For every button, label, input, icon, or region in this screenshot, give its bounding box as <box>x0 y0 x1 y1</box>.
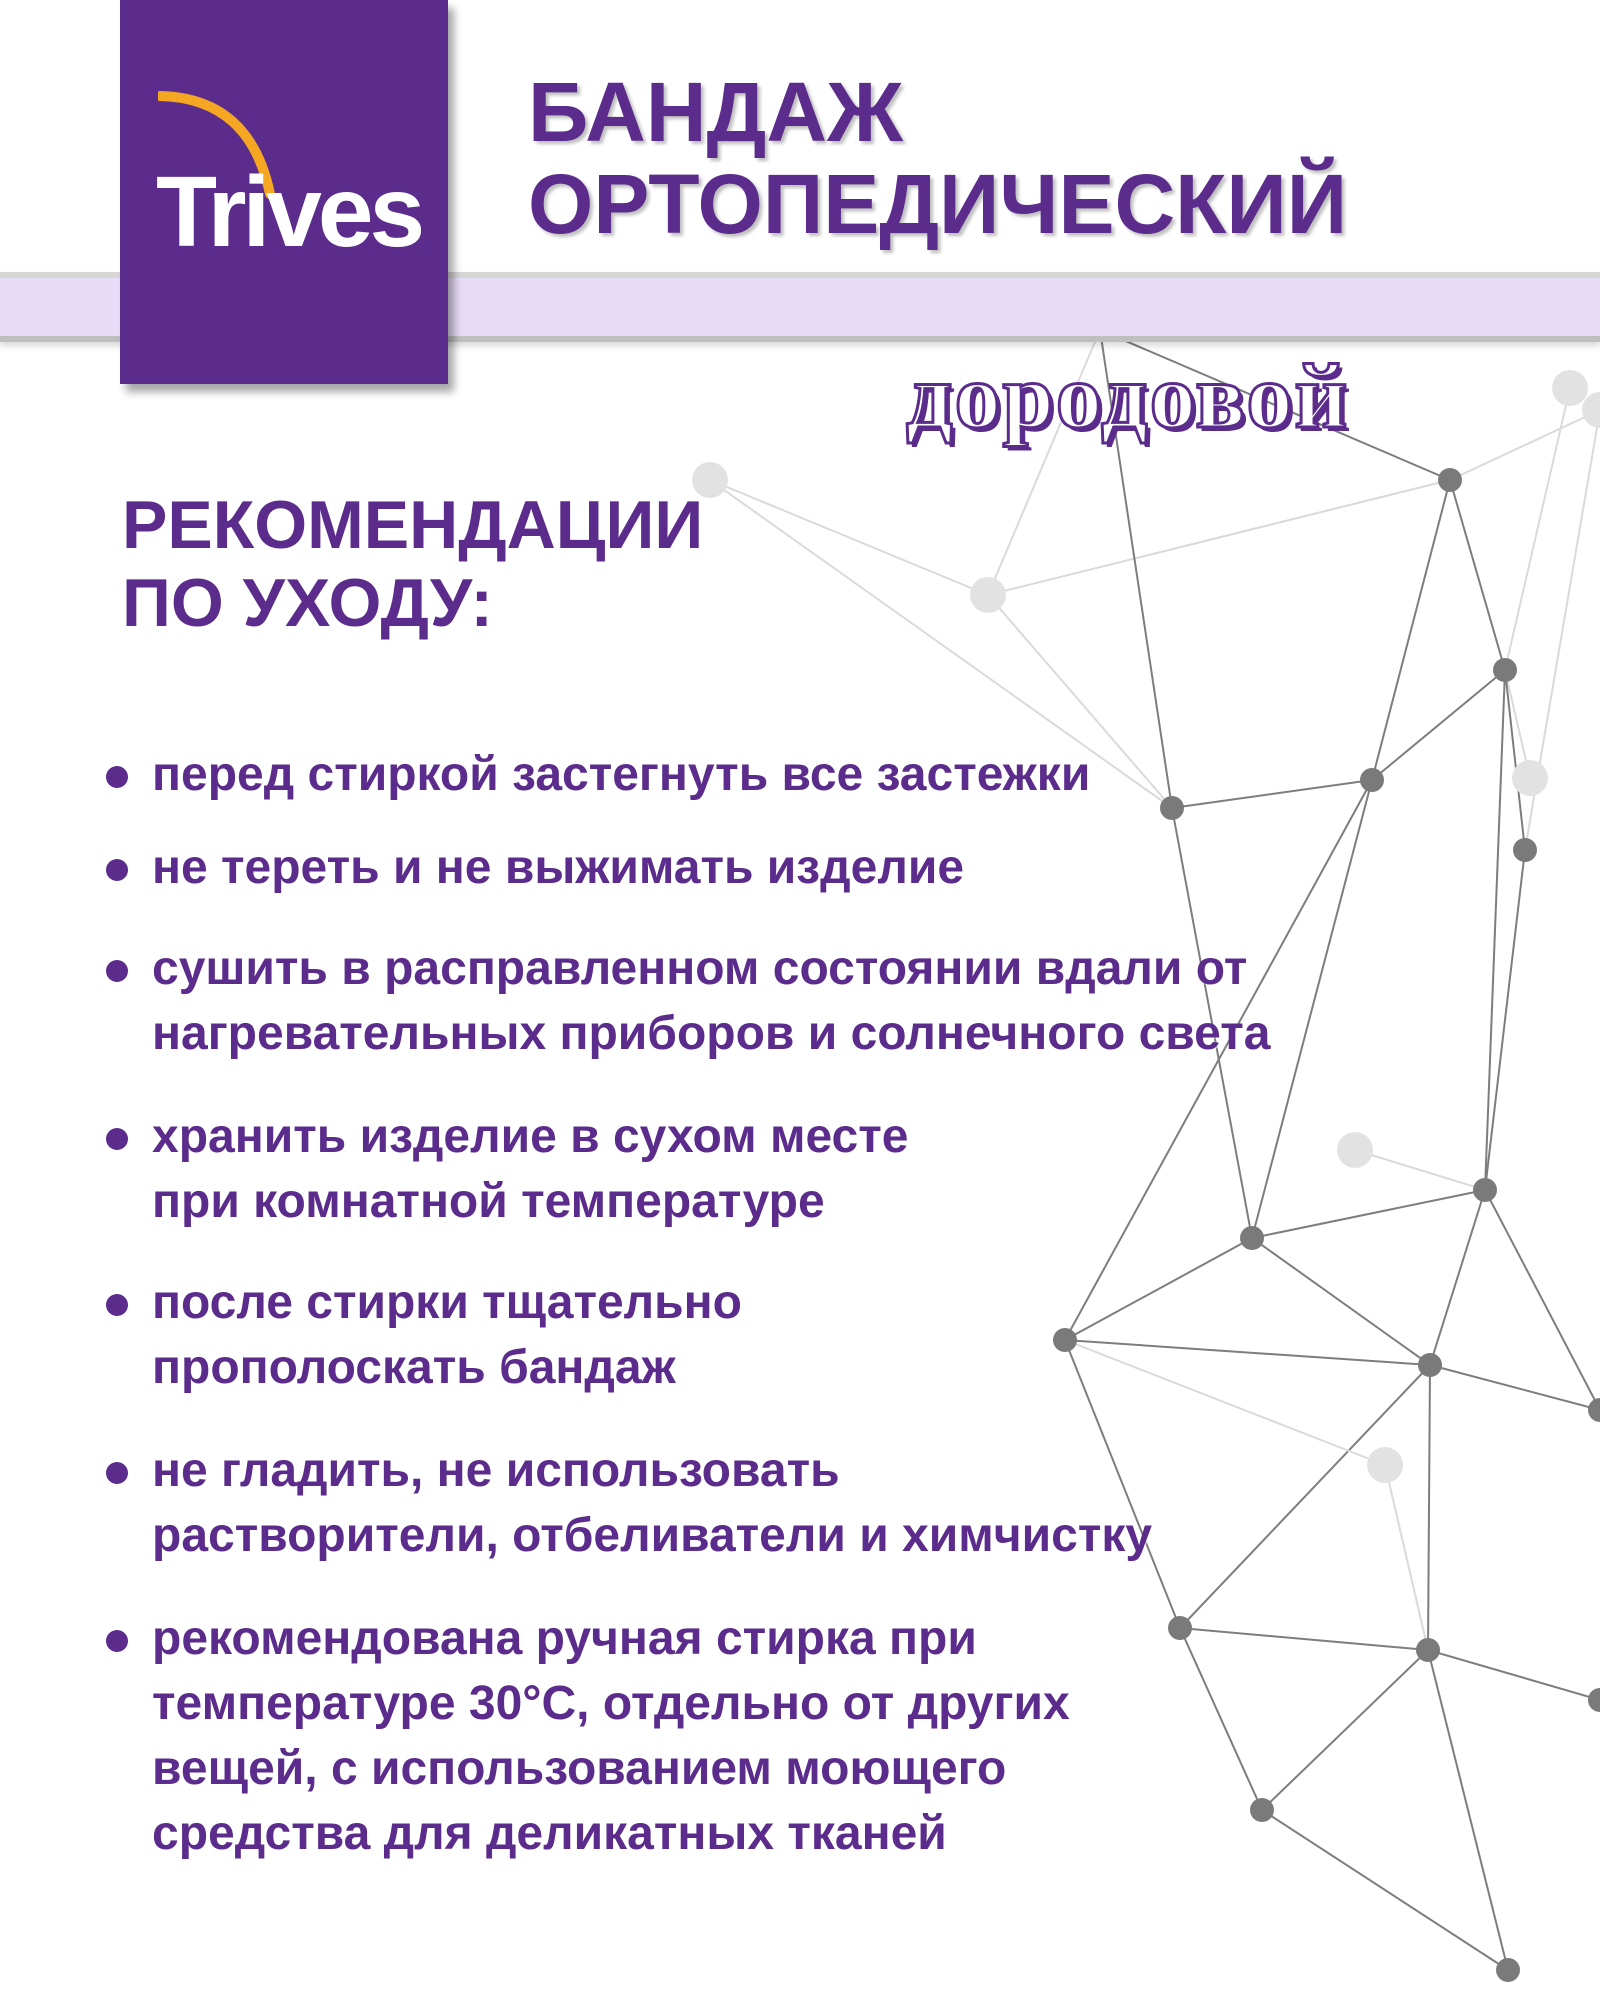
care-item <box>100 1270 1500 1400</box>
care-item-line: не гладить, не использовать <box>152 1444 840 1497</box>
care-item-line: прополоскать бандаж <box>152 1341 676 1394</box>
brand-logo <box>120 0 448 384</box>
bullet-icon <box>106 1128 128 1150</box>
network-link <box>1485 1190 1600 1410</box>
bullet-icon <box>106 766 128 788</box>
care-item <box>100 1606 1500 1866</box>
network-link <box>1450 410 1600 480</box>
care-item-line: сушить в расправленном состоянии вдали от <box>152 942 1248 995</box>
network-node <box>1493 658 1517 682</box>
care-item-line: температуре 30°C, отдельно от других <box>152 1677 1070 1730</box>
care-item <box>100 1104 1500 1234</box>
care-item <box>100 742 1500 807</box>
network-node <box>1588 1398 1600 1422</box>
bullet-icon <box>106 1294 128 1316</box>
care-item-line: нагревательных приборов и солнечного света <box>152 1007 1271 1060</box>
care-item-line: рекомендована ручная стирка при <box>152 1612 977 1665</box>
bullet-icon <box>106 960 128 982</box>
care-item <box>100 936 1500 1066</box>
title-line: БАНДАЖ <box>528 65 903 159</box>
network-node <box>1438 468 1462 492</box>
care-list <box>100 742 1500 1866</box>
network-link <box>988 480 1450 595</box>
care-item-line: вещей, с использованием моющего <box>152 1742 1007 1795</box>
care-item-line: средства для деликатных тканей <box>152 1807 947 1860</box>
heading-line: РЕКОМЕНДАЦИИ <box>122 487 704 563</box>
network-node <box>1512 760 1548 796</box>
network-node <box>1552 370 1588 406</box>
network-link <box>1505 388 1570 670</box>
heading-line: ПО УХОДУ: <box>122 565 494 641</box>
title-line: ОРТОПЕДИЧЕСКИЙ <box>528 157 1348 251</box>
care-item <box>100 835 1500 900</box>
product-title <box>528 66 1347 250</box>
product-subtitle: дородовой <box>906 345 1350 447</box>
care-item-line: не тереть и не выжимать изделие <box>152 841 965 894</box>
network-node <box>1513 838 1537 862</box>
care-item-line: хранить изделие в сухом месте <box>152 1110 909 1163</box>
network-node <box>970 577 1006 613</box>
network-node <box>1496 1958 1520 1982</box>
network-link <box>1450 480 1505 670</box>
network-link <box>1505 670 1525 850</box>
bullet-icon <box>106 859 128 881</box>
care-heading <box>122 486 703 642</box>
bullet-icon <box>106 1630 128 1652</box>
care-item <box>100 1438 1500 1568</box>
care-item-line: перед стиркой застегнуть все застежки <box>152 748 1091 801</box>
care-item-line: после стирки тщательно <box>152 1276 742 1329</box>
bullet-icon <box>106 1462 128 1484</box>
network-link <box>1372 480 1450 780</box>
care-item-line: растворители, отбеливатели и химчистку <box>152 1509 1153 1562</box>
logo-text: Trives <box>156 156 422 268</box>
network-node <box>1588 1688 1600 1712</box>
care-item-line: при комнатной температуре <box>152 1175 825 1228</box>
